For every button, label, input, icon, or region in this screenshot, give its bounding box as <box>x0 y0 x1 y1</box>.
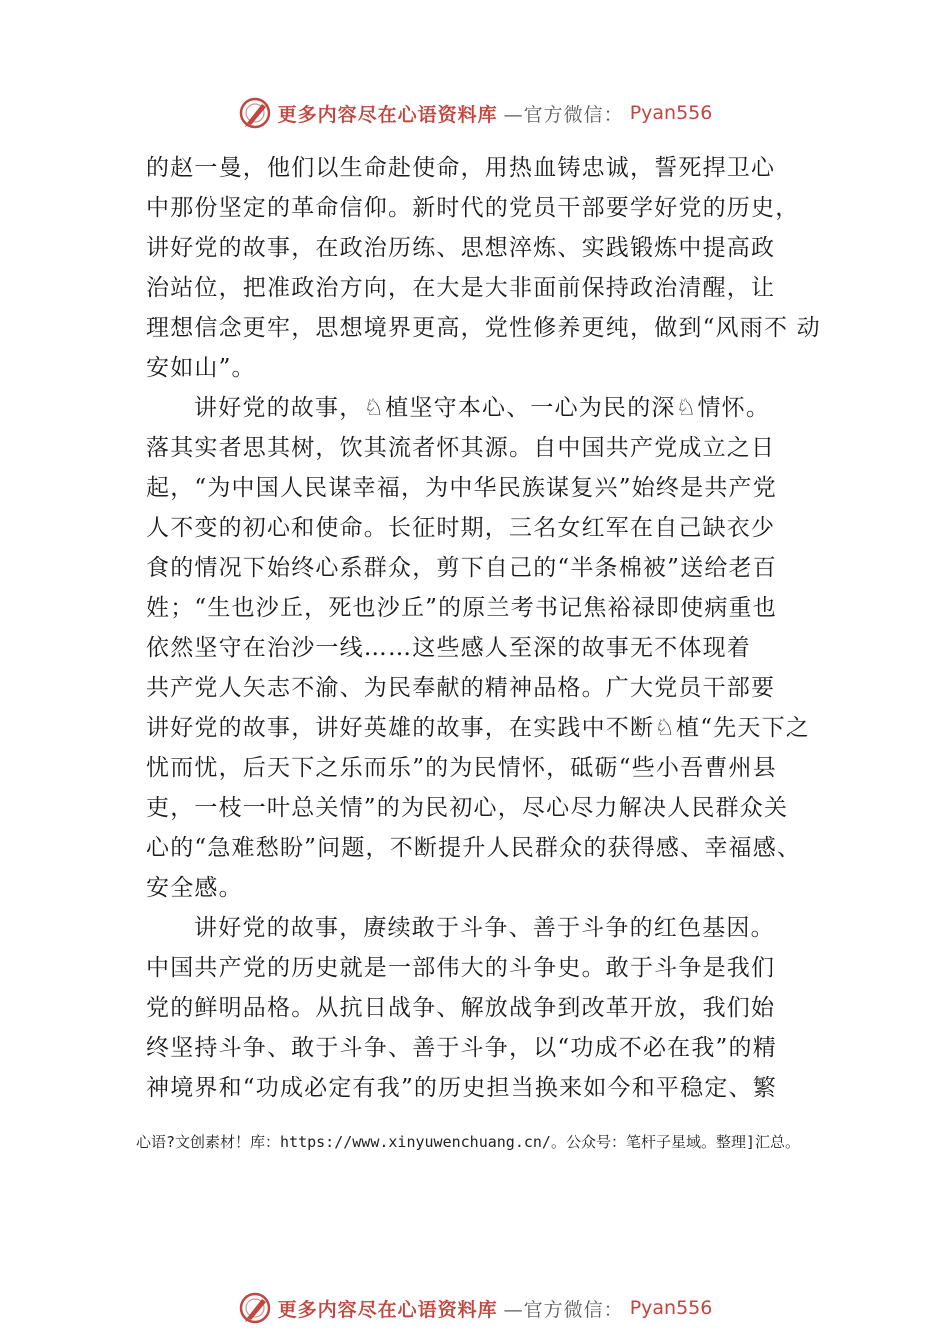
article-body <box>146 148 826 1108</box>
text-line: 忧而忧，后天下之乐而乐”的为民情怀，砥砺“些小吾曹州县 <box>146 755 777 781</box>
text-line: 讲好党的故事，在政治历练、思想淬炼、实践锻炼中提高政 <box>146 235 776 261</box>
footer-banner <box>0 1288 950 1328</box>
text-line: 食的情况下始终心系群众，剪下自己的“半条棉被”送给老百 <box>146 555 777 581</box>
text-line: 理想信念更牢，思想境界更高，党性修养更纯，做到“风雨不 动 <box>146 315 821 341</box>
text-line: 依然坚守在治沙一线……这些感人至深的故事无不体现着 <box>146 635 751 661</box>
text-line: 党的鲜明品格。从抗日战争、解放战争到改革开放，我们始 <box>146 995 776 1021</box>
text-line: 讲好党的故事，讲好英雄的故事，在实践中不断♘植“先天下之 <box>146 715 810 741</box>
text-line: 的赵一曼，他们以生命赴使命，用热血铸忠诚，誓死捍卫心 <box>146 155 776 181</box>
text-line: 讲好党的故事，赓续敢于斗争、善于斗争的红色基因。 <box>194 915 775 941</box>
text-line: 终坚持斗争、敢于斗争、善于斗争，以“功成不必在我”的精 <box>146 1035 777 1061</box>
text-line: 中那份坚定的革命信仰。新时代的党员干部要学好党的历史， <box>146 195 800 221</box>
banner-wechat-id: Pyan556 <box>629 102 713 124</box>
text-line: 安全感。 <box>146 875 243 901</box>
text-line: 安如山”。 <box>146 355 256 381</box>
pen-logo-icon <box>238 96 272 130</box>
text-line: 姓；“生也沙丘，死也沙丘”的原兰考书记焦裕禄即使病重也 <box>146 595 777 621</box>
text-line: 治站位，把准政治方向，在大是大非面前保持政治清醒，让 <box>146 275 776 301</box>
text-line: 神境界和“功成必定有我”的历史担当换来如今和平稳定、繁 <box>146 1075 777 1101</box>
text-line: 心的“急难愁盼”问题，不断提升人民群众的获得感、幸福感、 <box>146 835 802 861</box>
text-line: 落其实者思其树，饮其流者怀其源。自中国共产党成立之日 <box>146 435 776 461</box>
paragraph <box>146 388 826 908</box>
banner-wechat-label: —官方微信： <box>503 1298 624 1321</box>
text-line: 中国共产党的历史就是一部伟大的斗争史。敢于斗争是我们 <box>146 955 776 981</box>
text-line: 共产党人矢志不渝、为民奉献的精神品格。广大党员干部要 <box>146 675 776 701</box>
header-banner <box>0 93 950 133</box>
banner-title: 更多内容尽在心语资料库 <box>277 1298 498 1321</box>
paragraph <box>146 148 826 388</box>
source-footnote: 心语?文创素材！库：https://www.xinyuwenchuang.cn/。公众号：笔杆子星域。整理]汇总。 <box>136 1133 800 1151</box>
text-line: 讲好党的故事，♘植坚守本心、一心为民的深♘情怀。 <box>194 395 771 421</box>
text-line: 人不变的初心和使命。长征时期，三名女红军在自己缺衣少 <box>146 515 776 541</box>
banner-wechat-id: Pyan556 <box>629 1297 713 1319</box>
text-line: 起，“为中国人民谋幸福，为中华民族谋复兴”始终是共产党 <box>146 475 777 501</box>
banner-wechat-label: —官方微信： <box>503 103 624 126</box>
paragraph <box>146 908 826 1108</box>
banner-title: 更多内容尽在心语资料库 <box>277 103 498 126</box>
text-line: 吏，一枝一叶总关情”的为民初心，尽心尽力解决人民群众关 <box>146 795 789 821</box>
pen-logo-icon <box>238 1291 272 1325</box>
